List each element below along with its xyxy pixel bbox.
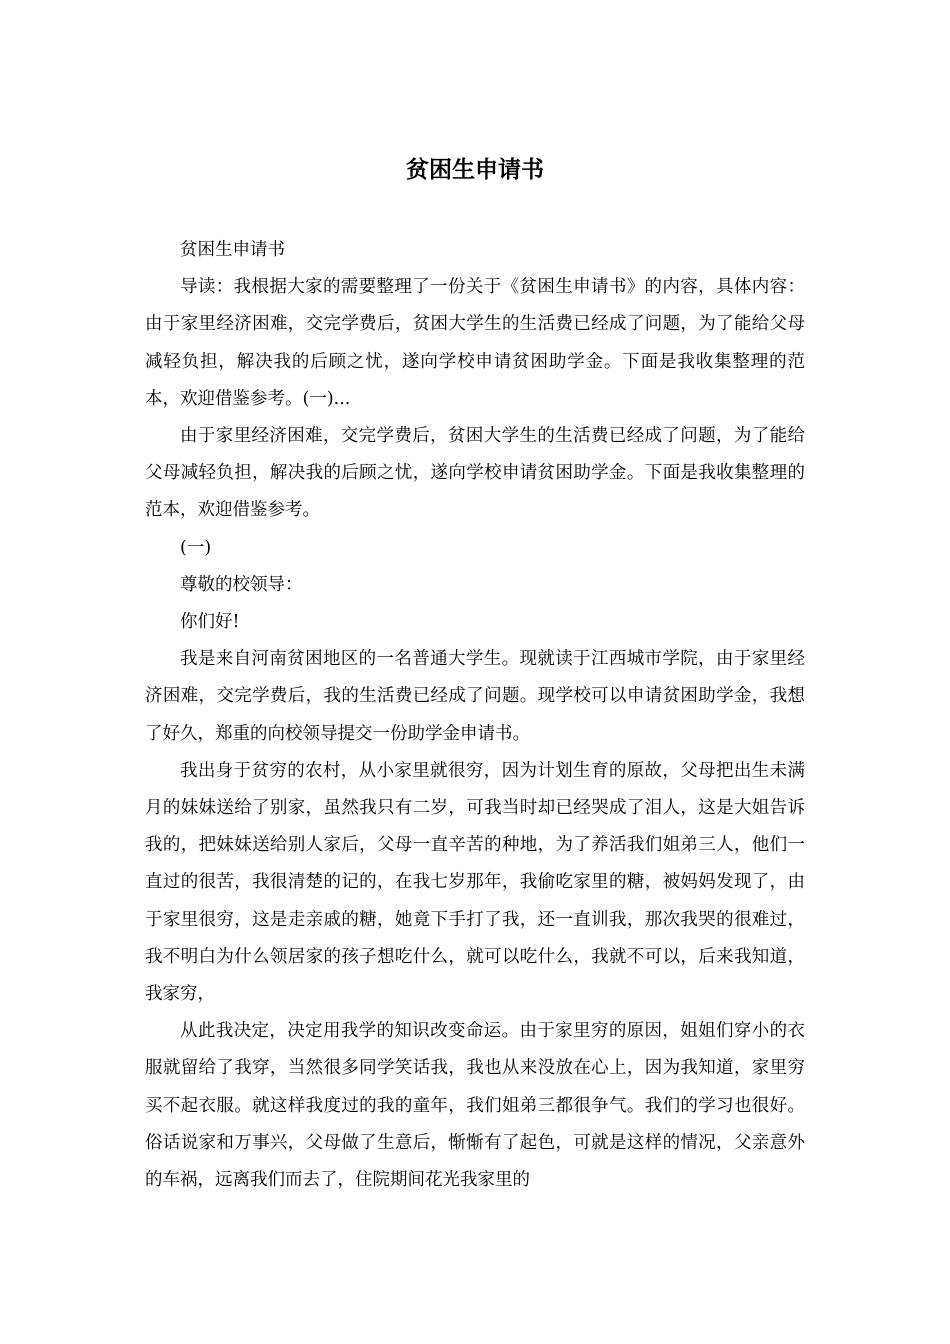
- paragraph-section-marker: (一): [180, 537, 212, 558]
- paragraph-greeting: 你们好!: [180, 612, 240, 633]
- document-title: 贫困生申请书: [406, 157, 544, 183]
- paragraph-intro: 导读：我根据大家的需要整理了一份关于《贫困生申请书》的内容，具体内容：由于家里经济困难，交完学费后，贫困大学生的生活费已经成了问题，为了能给父母减轻负担，解决我的后顾之忧，遂向学校申请贫困助学金。下面是我收集整理的范本，欢迎借鉴参考。(一)...: [145, 277, 805, 409]
- document-body: [145, 232, 805, 1199]
- paragraph-body: 从此我决定，决定用我学的知识改变命运。由于家里穷的原因，姐姐们穿小的衣服就留给了我穿，当然很多同学笑话我，我也从来没放在心上，因为我知道，家里穷买不起衣服。就这样我度过的我的童年，我们姐弟三都很争气。我们的学习也很好。俗话说家和万事兴，父母做了生意后，惭惭有了起色，可就是这样的情况，父亲意外的车祸，远离我们而去了，住院期间花光我家里的: [145, 1021, 805, 1191]
- paragraph-summary: 由于家里经济困难，交完学费后，贫困大学生的生活费已经成了问题，为了能给父母减轻负担，解决我的后顾之忧，遂向学校申请贫困助学金。下面是我收集整理的范本，欢迎借鉴参考。: [145, 426, 805, 521]
- paragraph-heading: 贫困生申请书: [180, 240, 285, 260]
- paragraph-body: 我出身于贫穷的农村，从小家里就很穷，因为计划生育的原故，父母把出生未满月的妹妹送给了别家，虽然我只有二岁，可我当时却已经哭成了泪人，这是大姐告诉我的，把妹妹送给别人家后，父母一直辛苦的种地，为了养活我们姐弟三人，他们一直过的很苦，我很清楚的记的，在我七岁那年，我偷吃家里的糖，被妈妈发现了，由于家里很穷，这是走亲戚的糖，她竟下手打了我，还一直训我，那次我哭的很难过，我不明白为什么领居家的孩子想吃什么，就可以吃什么，我就不可以，后来我知道，我家穷，: [145, 760, 805, 1005]
- paragraph-body: 我是来自河南贫困地区的一名普通大学生。现就读于江西城市学院，由于家里经济困难，交完学费后，我的生活费已经成了问题。现学校可以申请贫困助学金，我想了好久，郑重的向校领导提交一份助学金申请书。: [145, 649, 805, 744]
- paragraph-salutation: 尊敬的校领导：: [180, 574, 303, 595]
